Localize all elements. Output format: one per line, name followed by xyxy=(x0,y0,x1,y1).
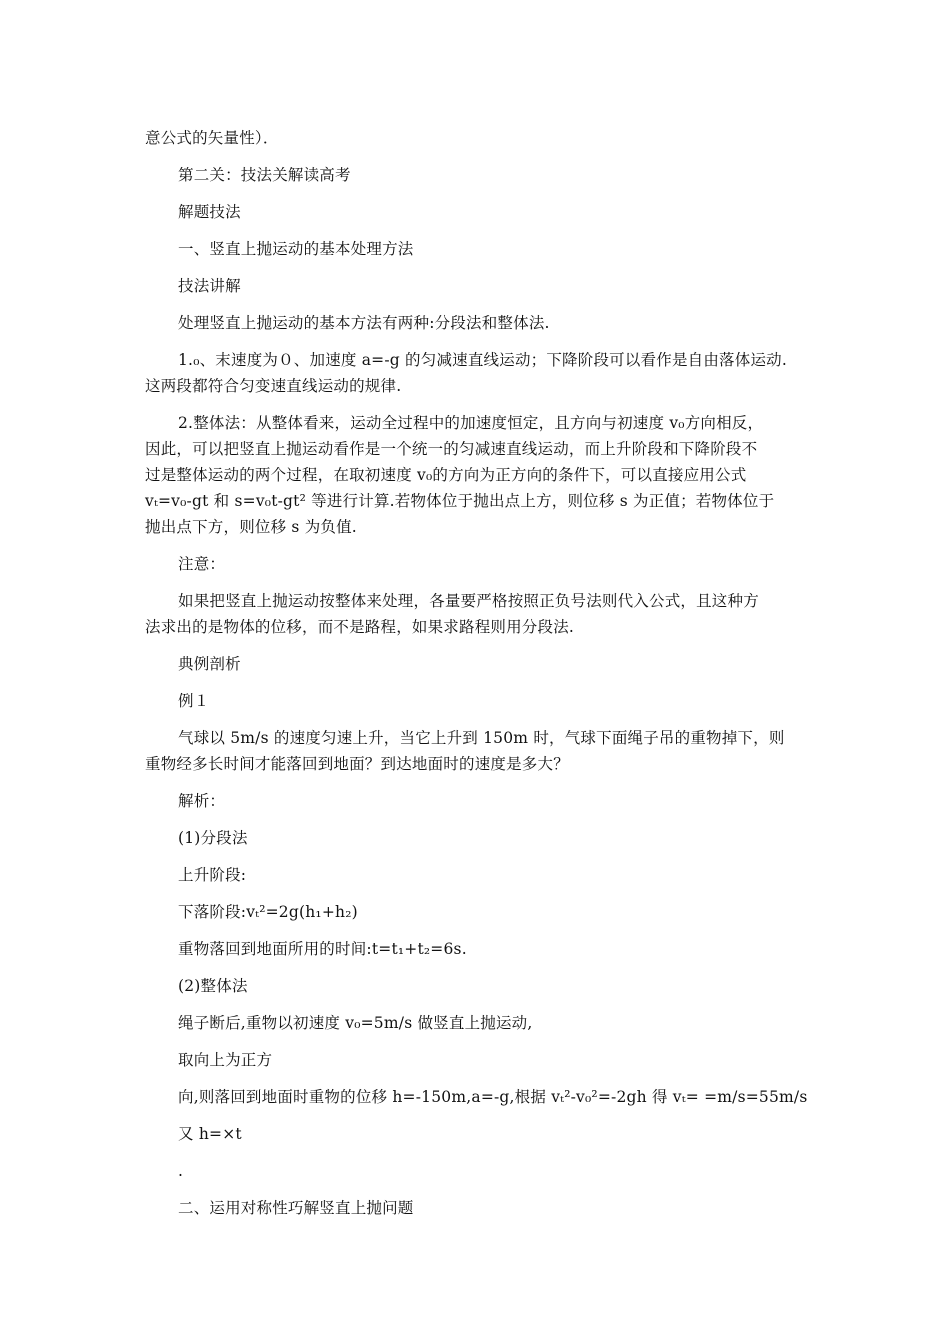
text-line: 法求出的是物体的位移，而不是路程，如果求路程则用分段法. xyxy=(145,618,575,636)
formula-line: 重物落回到地面所用的时间:t=t₁+t₂=6s. xyxy=(178,940,467,958)
text-line: 2.整体法：从整体看来，运动全过程中的加速度恒定，且方向与初速度 v₀方向相反， xyxy=(178,414,764,432)
text-line: 1.₀、末速度为０、加速度 a=-g 的匀减速直线运动；下降阶段可以看作是自由落体运动. xyxy=(178,351,787,369)
text-line: 绳子断后,重物以初速度 v₀=5m/s 做竖直上抛运动, xyxy=(178,1014,533,1032)
text-line: 上升阶段: xyxy=(178,866,247,884)
formula-line: 又 h=×t xyxy=(178,1125,242,1143)
text-line: (2)整体法 xyxy=(178,977,248,995)
formula-line: 下落阶段:vₜ²=2g(h₁+h₂) xyxy=(178,903,358,921)
text-line: 意公式的矢量性）． xyxy=(145,129,279,147)
text-line: (1)分段法 xyxy=(178,829,248,847)
section-heading: 第二关：技法关解读高考 xyxy=(178,166,351,184)
text-line: 气球以 5m/s 的速度匀速上升，当它上升到 150m 时，气球下面绳子吊的重物掉下，则 xyxy=(178,729,785,747)
text-line: 过是整体运动的两个过程，在取初速度 v₀的方向为正方向的条件下，可以直接应用公式 xyxy=(145,466,747,484)
text-line: . xyxy=(178,1162,184,1180)
text-line: 重物经多长时间才能落回到地面？到达地面时的速度是多大？ xyxy=(145,755,569,773)
text-line: 因此，可以把竖直上抛运动看作是一个统一的匀减速直线运动，而上升阶段和下降阶段不 xyxy=(145,440,758,458)
topic-heading: 一、竖直上抛运动的基本处理方法 xyxy=(178,240,414,258)
subsection-heading: 解题技法 xyxy=(178,203,241,221)
text-line: 如果把竖直上抛运动按整体来处理，各量要严格按照正负号法则代入公式，且这种方 xyxy=(178,592,759,610)
text-line: 处理竖直上抛运动的基本方法有两种:分段法和整体法. xyxy=(178,314,550,332)
text-line: 抛出点下方，则位移 s 为负值. xyxy=(145,518,357,536)
example-label: 例１ xyxy=(178,692,210,710)
subsection-heading: 典例剖析 xyxy=(178,655,241,673)
note-heading: 注意： xyxy=(178,555,226,573)
solution-label: 解析： xyxy=(178,792,226,810)
text-line: 取向上为正方 xyxy=(178,1051,273,1069)
formula-line: 向,则落回到地面时重物的位移 h=-150m,a=-g,根据 vₜ²-v₀²=-2gh 得 vₜ= =m/s=55m/s xyxy=(178,1088,808,1106)
text-line: vₜ=v₀-gt 和 s=v₀t-gt² 等进行计算.若物体位于抛出点上方，则位移 s 为正值；若物体位于 xyxy=(145,492,775,510)
topic-heading: 二、运用对称性巧解竖直上抛问题 xyxy=(178,1199,414,1217)
subsection-heading: 技法讲解 xyxy=(178,277,241,295)
text-line: 这两段都符合匀变速直线运动的规律. xyxy=(145,377,402,395)
